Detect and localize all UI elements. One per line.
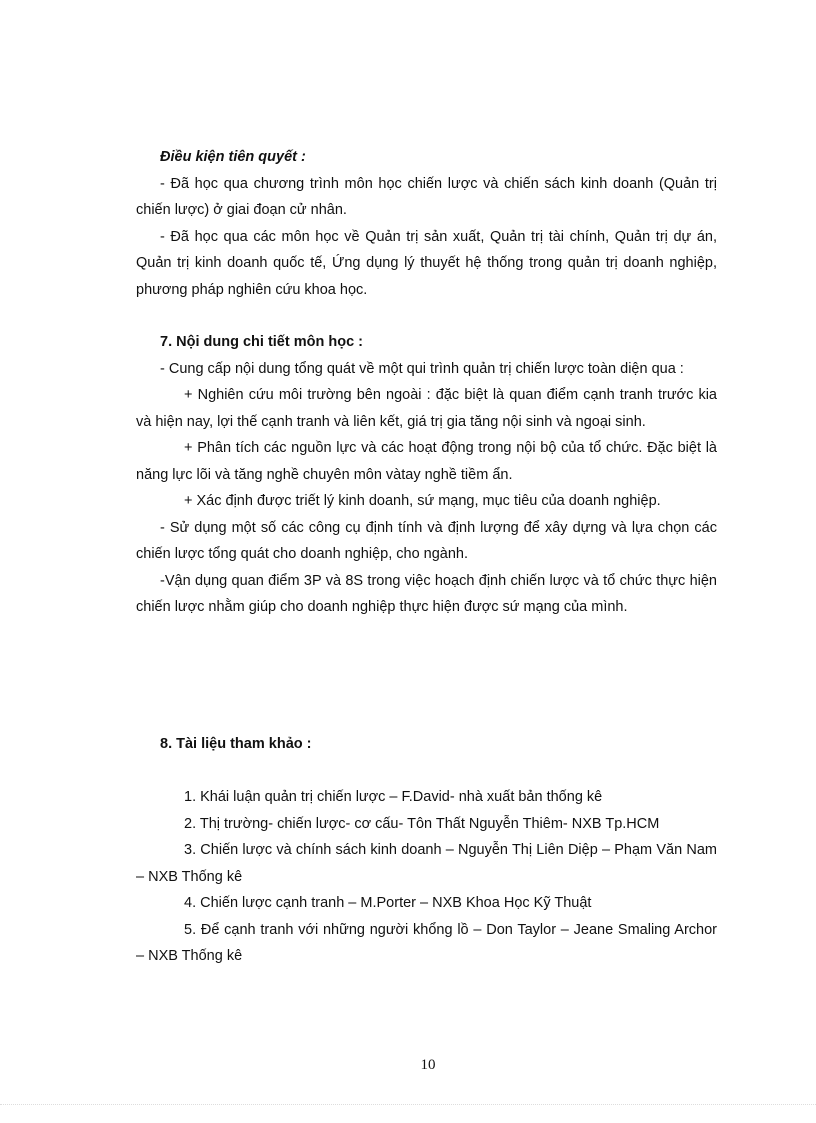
reference-item: 4. Chiến lược cạnh tranh – M.Porter – NXB Khoa Học Kỹ Thuật	[184, 895, 592, 911]
prerequisites-section	[136, 144, 717, 303]
section-7-heading: 7. Nội dung chi tiết môn học :	[160, 334, 363, 350]
section-7-item: - Sử dụng một số các công cụ định tính và định lượng để xây dựng và lựa chọn các chiến lược tổng quát cho doanh nghiệp, cho ngành.	[136, 519, 717, 562]
reference-item: 2. Thị trường- chiến lược- cơ cấu- Tôn Thất Nguyễn Thiêm- NXB Tp.HCM	[184, 815, 660, 832]
prerequisite-item: - Đã học qua các môn học về Quản trị sản xuất, Quản trị tài chính, Quản trị dự án, Quản trị kinh doanh quốc tế, Ứng dụng lý thuyết hệ thống trong quản trị doanh nghiệp, phương pháp nghiên cứu khoa học.	[136, 228, 717, 298]
section-8	[136, 731, 717, 758]
prerequisites-heading: Điều kiện tiên quyết :	[160, 149, 306, 165]
reference-item: 3. Chiến lược và chính sách kinh doanh – Nguyễn Thị Liên Diệp – Phạm Văn Nam – NXB Thống kê	[136, 842, 717, 885]
section-7	[136, 329, 717, 621]
prerequisite-item: - Đã học qua chương trình môn học chiến lược và chiến sách kinh doanh (Quản trị chiến lược) ở giai đoạn cử nhân.	[136, 175, 717, 218]
section-7-sub-item: + Xác định được triết lý kinh doanh, sứ mạng, mục tiêu của doanh nghiệp.	[184, 493, 661, 509]
reference-item: 1. Khái luận quản trị chiến lược – F.David- nhà xuất bản thống kê	[184, 789, 603, 805]
reference-item: 5. Để cạnh tranh với những người khổng lồ – Don Taylor – Jeane Smaling Archor – NXB Thống kê	[136, 921, 717, 964]
section-7-item: -Vận dụng quan điểm 3P và 8S trong việc hoạch định chiến lược và tổ chức thực hiện chiến lược nhằm giúp cho doanh nghiệp thực hiện được sứ mạng của mình.	[136, 572, 717, 615]
section-7-sub-item: + Nghiên cứu môi trường bên ngoài : đặc biệt là quan điểm cạnh tranh trước kia và hiện nay, lợi thế cạnh tranh và liên kết, giá trị gia tăng nội sinh và ngoại sinh.	[136, 387, 717, 430]
page-number: 10	[420, 1057, 436, 1073]
page-bottom-divider	[0, 1104, 816, 1105]
section-8-heading: 8. Tài liệu tham khảo :	[160, 736, 312, 752]
section-7-intro: - Cung cấp nội dung tổng quát về một qui trình quản trị chiến lược toàn diện qua :	[160, 360, 684, 377]
section-7-sub-item: + Phân tích các nguồn lực và các hoạt động trong nội bộ của tổ chức. Đặc biệt là năng lực lõi và tăng nghề chuyên môn vàtay nghề tiềm ẩn.	[136, 440, 717, 483]
references-list	[136, 784, 717, 970]
